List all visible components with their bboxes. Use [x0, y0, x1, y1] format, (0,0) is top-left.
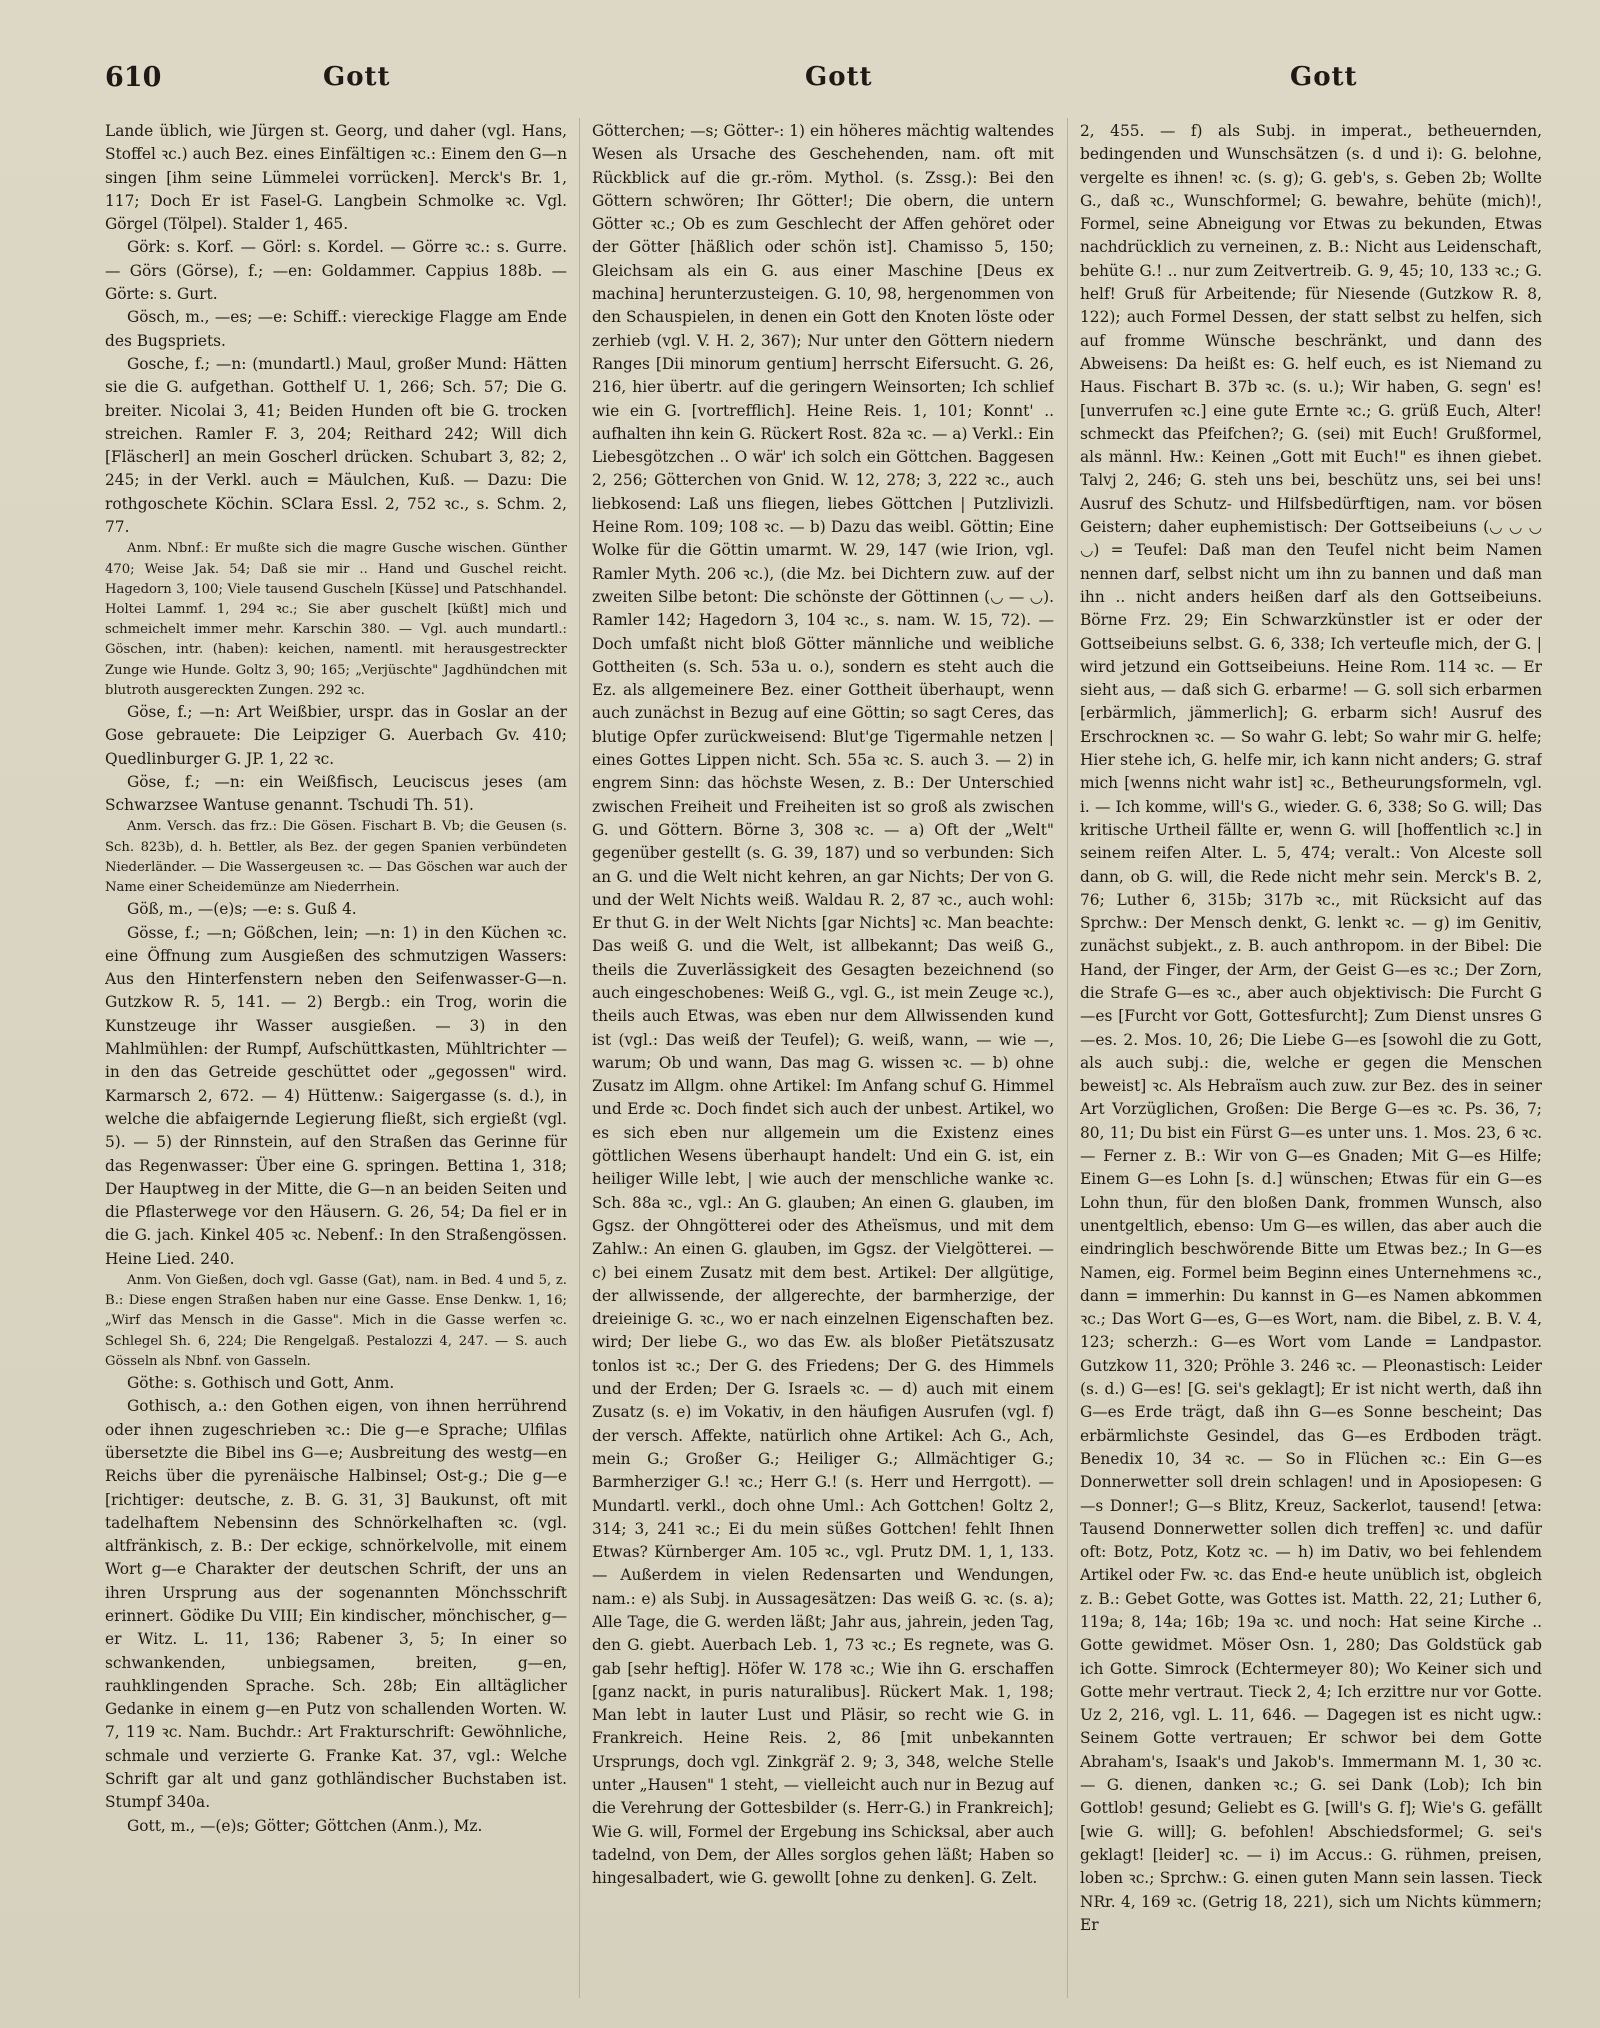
running-headword-left: Gott — [323, 62, 391, 92]
entry-paragraph: Göß, m., —(e)s; —e: s. Guß 4. — [127, 900, 357, 919]
entry-paragraph: 2, 455. — f) als Subj. in imperat., betheuernden, bedingenden und Wunschsätzen (s. d und i): G. belohne, vergelte es ihnen! ꝛc. (s. g); G. geb's, s. Geben 2b; Wollte G., daß ꝛc., Wunschformel; G. bewahre, behüte (mich)!, Formel, seine Abneigung vor Etwas zu bekunden, Etwas nachdrücklich zu verneinen, z. B.: Nicht aus Leidenschaft, behüte G.! .. nur zum Zeitvertreib. G. 9, 45; 10, 133 ꝛc.; G. helf! Gruß für Arbeitende; für Niesende (Gutzkow R. 8, 122); auch Formel Dessen, der statt selbst zu helfen, sich auf fromme Wünsche beschränkt, und dann des Abweisens: Da heißt es: G. helf euch, es ist Niemand zu Haus. Fischart B. 37b ꝛc. (s. u.); Wir haben, G. segn' es! [unverrufen ꝛc.] eine gute Ernte ꝛc.; G. grüß Euch, Alter! schmeckt das Pfeifchen?; G. (sei) mit Euch! Grußformel, als männl. Hw.: Keinen „Gott mit Euch!" es ihnen giebet. Talvj 2, 246; G. steh uns bei, beschütz uns, sei bei uns! Ausruf des Schutz- und Hilfsbedürftigen, nam. vor bösen Geistern; daher euphemistisch: Der Gottseibeiuns (◡ ◡ ◡ ◡) = Teufel: Daß man den Teufel nicht beim Namen nennen darf, selbst nicht um ihn zu bannen und daß man ihn .. nicht anders heißen darf als den Gottseibeiuns. Börne Frz. 29; Ein Schwarzkünstler ist er oder der Gottseibeiuns selbst. G. 6, 338; Ich verteufle mich, der G. | wird jetzund ein Gottseibeiuns. Heine Rom. 114 ꝛc. — Er sieht aus, — daß sich G. erbarme! — G. soll sich erbarmen [erbärmlich, jämmerlich]; G. erbarm sich! Ausruf des Erschrocknen ꝛc. — So wahr G. lebt; So wahr mir G. helfe; Hier stehe ich, G. helfe mir, ich kann nicht anders; G. straf mich [wenns nicht wahr ist] ꝛc., Betheurungsformeln, vgl. i. — Ich komme, will's G., wieder. G. 6, 338; So G. will; Das kritische Urtheil fällte er, wenn G. will [hoffentlich ꝛc.] in seinem reifen Alter. L. 5, 474; veralt.: Von Alceste soll dann, ob G. will, die Rede nicht mehr sein. Merck's B. 2, 76; Luther 6, 315b; 317b ꝛc., mit Rücksicht auf das Sprchw.: Der Mensch denkt, G. lenkt ꝛc. — g) im Genitiv, zunächst subjekt., z. B. auch anthropom. in der Bibel: Die Hand, der Finger, der Arm, der Geist G—es ꝛc.; Der Zorn, die Strafe G—es ꝛc., aber auch objektivisch: Die Furcht G—es [Furcht vor Gott, Gottesfurcht]; Zum Dienst unsres G—es. 2. Mos. 10, 26; Die Liebe G—es [sowohl die zu Gott, als auch subj.: die, welche er gegen die Menschen beweist] ꝛc. Als Hebraïsm auch zuw. zur Bez. des in seiner Art Vorzüglichen, Großen: Die Berge G—es ꝛc. Ps. 36, 7; 80, 11; Du bist ein Fürst G—es unter uns. 1. Mos. 23, 6 ꝛc. — Ferner z. B.: Wir von G—es Gnaden; Mit G—es Hilfe; Einem G—es Lohn [s. d.] wünschen; Etwas für ein G—es Lohn thun, für den bloßen Dank, frommen Wunsch, also unentgeltlich, ebenso: Um G—es willen, das aber auch die eindringlich beschwörende Bitte um Etwas bez.; In G—es Namen, eig. Formel beim Beginn eines Unternehmens ꝛc., dann = immerhin: Du kannst in G—es Namen abkommen ꝛc.; Das Wort G—es, G—es Wort, nam. die Bibel, z. B. V. 4, 123; scherzh.: G—es Wort vom Lande = Landpastor. Gutzkow 11, 320; Pröhle 3. 246 ꝛc. — Pleonastisch: Leider (s. d.) G—es! [G. sei's geklagt]; Er ist nicht werth, daß ihn G—es Erde trägt, daß ihn G—es Sonne bescheint; Das erbärmlichste Gesindel, das G—es Erdboden trägt. Benedix 10, 34 ꝛc. — So in Flüchen ꝛc.: Ein G—es Donnerwetter soll drein schlagen! und in Aposiopesen: G—s Donner!; G—s Blitz, Kreuz, Sackerlot, tausend! [etwa: Tausend Donnerwetter sollen dich treffen] ꝛc. und dafür oft: Botz, Potz, Kotz ꝛc. — h) im Dativ, wo bei fehlendem Artikel oder Fw. ꝛc. das End-e heute unüblich ist, obgleich z. B.: Gebet Gotte, was Gottes ist. Matth. 22, 21; Luther 6, 119a; 8, 14a; 16b; 19a ꝛc. und noch: Hat seine Kirche .. Gotte gewidmet. Möser Osn. 1, 280; Das Goldstück gab ich Gotte. Simrock (Echtermeyer 80); Wo Keiner sich und Gotte mehr vertraut. Tieck 2, 4; Ich erzittre nur vor Gotte. Uz 2, 216, vgl. L. 11, 646. — Dagegen ist es nicht ugw.: Seinem Gotte vertrauen; Er schwor bei dem Gotte Abraham's, Isaak's und Jakob's. Immermann M. 1, 30 ꝛc. — G. dienen, danken ꝛc.; G. sei Dank (Lob); Ich bin Gottlob! gesund; Geliebt es G. [will's G. f]; Wie's G. gefällt [wie G. will]; G. befohlen! Abschiedsformel; G. sei's geklagt! [leider] ꝛc. — i) im Accus.: G. rühmen, preisen, loben ꝛc.; Sprchw.: G. einen guten Mann sein lassen. Tieck NRr. 4, 169 ꝛc. (Getrig 18, 221), sich um Nichts kümmern; Er — [1080, 122, 1542, 1934]
entry-paragraph: Götterchen; —s; Götter-: 1) ein höheres mächtig waltendes Wesen als Ursache des Geschehenden, nam. oft mit Rückblick auf die gr.-röm. Mythol. (s. Zssg.): Bei den Göttern schwören; Ihr Götter!; Die obern, die untern Götter ꝛc.; Ob es zum Geschlecht der Affen gehöret oder der Götter [häßlich oder schön ist]. Chamisso 5, 150; Gleichsam als ein G. aus einer Maschine [Deus ex machina] herunterzusteigen. G. 10, 98, hergenommen von den Schauspielen, in denen ein Gott den Knoten löste oder zerhieb (vgl. V. H. 2, 367); Nur unter den Göttern niedern Ranges [Dii minorum gentium] herrscht Eifersucht. G. 26, 216, hier übertr. auf die geringern Weinsorten; Ich schlief wie ein G. [vortrefflich]. Heine Reis. 1, 101; Konnt' .. aufhalten ihn kein G. Rückert Rost. 82a ꝛc. — a) Verkl.: Ein Liebesgötzchen .. O wär' ich solch ein Göttchen. Baggesen 2, 256; Götterchen von Gnid. W. 12, 278; 3, 222 ꝛc., auch liebkosend: Laß uns fliegen, liebes Göttchen | Putzlivizli. Heine Rom. 109; 108 ꝛc. — b) Dazu das weibl. Göttin; Eine Wolke für die Göttin umarmt. W. 29, 147 (wie Irion, vgl. Ramler Myth. 206 ꝛc.), (die Mz. bei Dichtern zuw. auf der zweiten Silbe betont: Die schönste der Göttinnen (◡ — ◡). Ramler 142; Hagedorn 3, 104 ꝛc., s. nam. W. 15, 72). — Doch umfaßt nicht bloß Götter männliche und weibliche Gottheiten (s. Sch. 53a u. o.), sondern es steht auch die Ez. als allgemeinere Bez. einer Gottheit überhaupt, wenn auch zunächst in Bezug auf eine Göttin; so sagt Ceres, das blutige Opfer zurückweisend: Blut'ge Tigermahle netzen | eines Gottes Lippen nicht. Sch. 55a ꝛc. S. auch 3. — 2) in engrem Sinn: das höchste Wesen, z. B.: Der Unterschied zwischen Freiheit und Freiheiten ist so groß als zwischen G. und Göttern. Börne 3, 308 ꝛc. — a) Oft der „Welt" gegenüber gestellt (s. G. 39, 187) und so verbunden: Sich an G. und die Welt nicht kehren, an gar Nichts; Der von G. und der Welt Nichts weiß. Waldau R. 2, 87 ꝛc., auch wohl: Er thut G. in der Welt Nichts [gar Nichts] ꝛc. Man beachte: Das weiß G. und die Welt, ist allbekannt; Das weiß G., theils die Zuverlässigkeit des Gesagten bezeichnend (so auch eingeschobenes: Weiß G., vgl. G., ist mein Zeuge ꝛc.), theils auch Etwas, was eben nur dem Allwissenden kund ist (vgl.: Das weiß der Teufel); G. weiß, wann, — wie —, warum; Ob und wann, Das mag G. wissen ꝛc. — b) ohne Zusatz im Allgm. ohne Artikel: Im Anfang schuf G. Himmel und Erde ꝛc. Doch findet sich auch der unbest. Artikel, wo es sich eben nur allgemein um die Existenz eines göttlichen Wesens überhaupt handelt: Und ein G. ist, ein heiliger Wille lebt, | wie auch der menschliche wanke ꝛc. Sch. 88a ꝛc., vgl.: An G. glauben; An einen G. glauben, im Ggsz. der Ohngötterei oder des Atheïsmus, und mit dem Zahlw.: An einen G. glauben, im Ggsz. der Vielgötterei. — c) bei einem Zusatz mit dem best. Artikel: Der allgütige, der allwissende, der allgerechte, der barmherzige, der dreieinige G. ꝛc., wo er nach einzelnen Eigenschaften bez. wird; Der liebe G., wo das Ew. als bloßer Pietätszusatz tonlos ist ꝛc.; Der G. des Friedens; Der G. des Himmels und der Erden; Der G. Israels ꝛc. — d) auch mit einem Zusatz (s. e) im Vokativ, in den häufigen Ausrufen (vgl. f) der versch. Affekte, natürlich ohne Artikel: Ach G., Ach, mein G.; Großer G.; Heiliger G.; Allmächtiger G.; Barmherziger G.! ꝛc.; Herr G.! (s. Herr und Herrgott). — Mundartl. verkl., doch ohne Uml.: Ach Gottchen! Goltz 2, 314; 3, 241 ꝛc.; Ei du mein süßes Gottchen! fehlt Ihnen Etwas? Kürnberger Am. 105 ꝛc., vgl. Prutz DM. 1, 1, 133. — Außerdem in vielen Redensarten und Wendungen, nam.: e) als Subj. in Aussagesätzen: Das weiß G. ꝛc. (s. a); Alle Tage, die G. werden läßt; Jahr aus, jahrein, jeden Tag, den G. giebt. Auerbach Leb. 1, 73 ꝛc.; Es regnete, was G. gab [sehr heftig]. Höfer W. 178 ꝛc.; Wie ihn G. erschaffen [ganz nackt, in puris naturalibus]. Rückert Mak. 1, 198; Man lebt in lauter Lust und Pläsir, so recht wie G. in Frankreich. Heine Reis. 2, 86 [mit unbekannten Ursprungs, doch vgl. Zinkgräf 2. 9; 3, 348, welche Stelle unter „Hausen" 1 steht, — vielleicht auch nur in Bezug auf die Verehrung der Gottesbilder (s. Herr-G.) in Frankreich]; Wie G. will, Formel der Ergebung ins Schicksal, aber auch tadelnd, von Dem, der Alles sorglos gehen läßt; Haben so hingesalbadert, wie G. gewollt [ohne zu denken]. G. Zelt. — [592, 122, 1054, 1888]
entry-paragraph: Gott, m., —(e)s; Götter; Göttchen (Anm.), Mz. — [127, 1816, 483, 1835]
entry-paragraph: Göse, f.; —n: ein Weißfisch, Leuciscus jeses (am Schwarzsee Wantuse genannt. Tschudi Th. 51). — [105, 772, 567, 815]
entry-paragraph: Göthe: s. Gothisch und Gott, Anm. — [127, 1374, 395, 1393]
note-paragraph: Anm. Von Gießen, doch vgl. Gasse (Gat), nam. in Bed. 4 und 5, z. B.: Diese engen Straßen haben nur eine Gasse. Ense Denkw. 1, 16; „Wirf das Mensch in die Gasse". Mich in die Gasse werfen ꝛc. Schlegel Sh. 6, 224; Die Rengelgaß. Pestalozzi 4, 247. — S. auch Gösseln als Nbnf. von Gasseln. — [105, 1273, 567, 1369]
entry-paragraph: Gothisch, a.: den Gothen eigen, von ihnen herrührend oder ihnen zugeschrieben ꝛc.: Die g—e Sprache; Ulfilas übersetzte die Bibel ins G—e; Ausbreitung des westg—en Reichs über die pyrenäische Halbinsel; Ost-g.; Die g—e [richtiger: deutsche, z. B. G. 31, 3] Baukunst, oft mit tadelhaftem Nebensinn des Schnörkelhaften ꝛc. (vgl. altfränkisch, z. B.: Der eckige, schnörkelvolle, mit einem Wort g—e Charakter der deutschen Schrift, der uns an ihren Ursprung aus der sogenannten Mönchsschrift erinnert. Gödike Du VIII; Ein kindischer, mönchischer, g—er Witz. L. 11, 136; Rabener 3, 5; In einer so schwankenden, unbiegsamen, breiten, g—en, rauhklingenden Sprache. Sch. 28b; Ein alltäglicher Gedanke in einem g—en Putz von schallenden Worten. W. 7, 119 ꝛc. Nam. Buchdr.: Art Frakturschrift: Gewöhnliche, schmale und verzierte G. Franke Kat. 37, vgl.: Welche Schrift gar alt und ganz gothländischer Buchstaben ist. Stumpf 340a. — [105, 1397, 567, 1812]
running-headword-right: Gott — [1290, 62, 1358, 92]
text-columns — [105, 120, 1555, 2000]
entry-paragraph: Gösch, m., —es; —e: Schiff.: viereckige Flagge am Ende des Bugspriets. — [105, 308, 567, 350]
entry-paragraph: Gosche, f.; —n: (mundartl.) Maul, großer Mund: Hätten sie die G. aufgethan. Gotthelf U. 1, 266; Sch. 57; Die G. breiter. Nicolai 3, 41; Beiden Hunden oft bie G. trocken streichen. Ramler F. 3, 204; Reithard 242; Will dich [Fläscherl] an mein Goscherl drücken. Schubart 3, 82; 2, 245; in der Verkl. auch = Mäulchen, Kuß. — Dazu: Die rothgoschete Köchin. SClara Essl. 2, 752 ꝛc., s. Schm. 2, 77. — [105, 354, 567, 537]
entry-paragraph: Görk: s. Korf. — Görl: s. Kordel. — Görre ꝛc.: s. Gurre. — Görs (Görse), f.; —en: Goldammer. Cappius 188b. — Görte: s. Gurt. — [105, 238, 567, 304]
column-middle — [592, 120, 1054, 2000]
note-paragraph: Anm. Versch. das frz.: Die Gösen. Fischart B. Vb; die Geusen (s. Sch. 823b), d. h. Bettler, als Bez. der gegen Spanien verbündeten Niederländer. — Die Wassergeusen ꝛc. — Das Göschen war auch der Name einer Scheidemünze am Niederrhein. — [105, 819, 567, 896]
running-headword-center: Gott — [805, 62, 873, 92]
entry-paragraph: Lande üblich, wie Jürgen st. Georg, und daher (vgl. Hans, Stoffel ꝛc.) auch Bez. eines Einfältigen ꝛc.: Einem den G—n singen [ihm seine Lümmelei vorrücken]. Merck's Br. 1, 117; Doch Er ist Fasel-G. Langbein Schmolke ꝛc. Vgl. Görgel (Tölpel). Stalder 1, 465. — [105, 122, 567, 234]
column-left — [105, 120, 567, 2000]
page-number: 610 — [105, 62, 162, 93]
entry-paragraph: Gösse, f.; —n; Gößchen, lein; —n: 1) in den Küchen ꝛc. eine Öffnung zum Ausgießen des schmutzigen Wassers: Aus den Hinterfenstern neben den Seifenwasser-G—n. Gutzkow R. 5, 141. — 2) Bergb.: ein Trog, worin die Kunstzeuge ihr Wasser ausgießen. — 3) in den Mahlmühlen: der Rumpf, Aufschüttkasten, Mühltrichter — in den das Getreide geschüttet oder „gegossen" wird. Karmarsch 2, 672. — 4) Hüttenw.: Saigergasse (s. d.), in welche die abfaigernde Legierung fließt, sich ergießt (vgl. 5). — 5) der Rinnstein, auf den Straßen das Gerinne für das Regenwasser: Über eine G. springen. Bettina 1, 318; Der Hauptweg in der Mitte, die G—n an beiden Seiten und die Pflasterwege vor den Häusern. G. 26, 54; Da fiel er in die G. jach. Kinkel 405 ꝛc. Nebenf.: In den Straßengössen. Heine Lied. 240. — [105, 923, 567, 1268]
note-paragraph: Anm. Nbnf.: Er mußte sich die magre Gusche wischen. Günther 470; Weise Jak. 54; Daß sie mir .. Hand und Guschel reicht. Hagedorn 3, 100; Viele tausend Guscheln [Küsse] und Patschhandel. Holtei Lammf. 1, 294 ꝛc.; Sie aber guschelt [küßt] mich und schmeichelt immer mehr. Karschin 380. — Vgl. auch mundartl.: Göschen, intr. (haben): keichen, namentl. mit herausgestreckter Zunge wie Hunde. Goltz 3, 90; 165; „Verjüschte" Jagdhündchen mit blutroth ausgereckten Zungen. 292 ꝛc. — [105, 541, 567, 698]
page-header — [105, 62, 1600, 102]
entry-paragraph: Göse, f.; —n: Art Weißbier, urspr. das in Goslar an der Gose gebrauete: Die Leipziger G. Auerbach Gv. 410; Quedlinburger G. JP. 1, 22 ꝛc. — [105, 702, 567, 768]
column-right — [1080, 120, 1542, 2000]
